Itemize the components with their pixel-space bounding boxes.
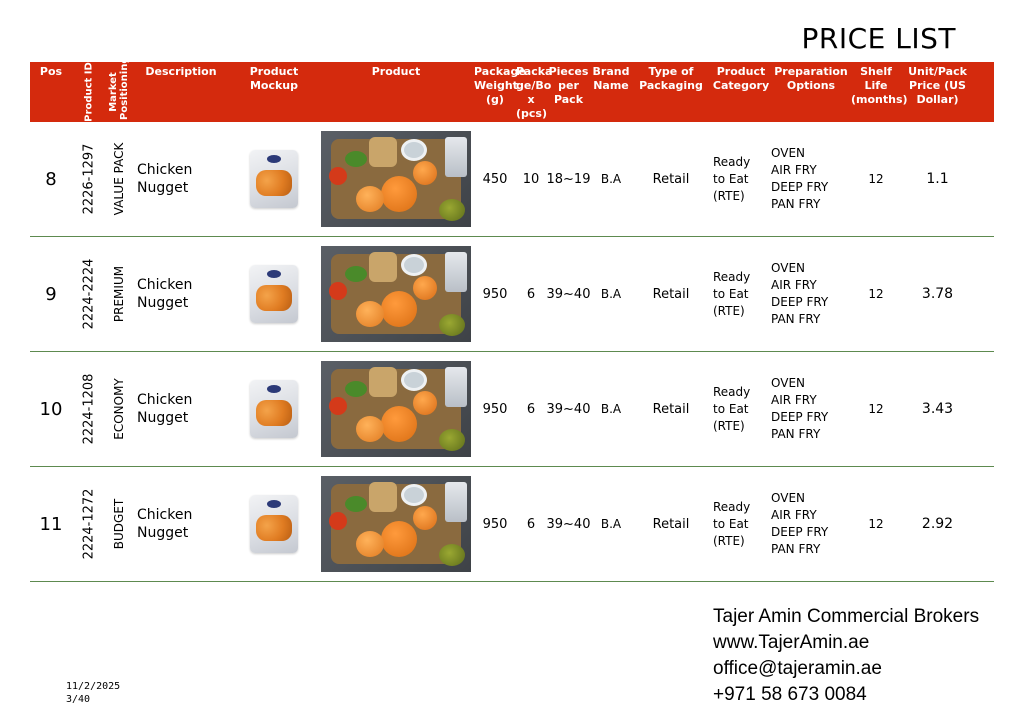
header-preparation: Preparation Options <box>774 65 848 92</box>
description: Chicken Nugget <box>137 162 193 196</box>
website-link[interactable]: www.TajerAmin.ae <box>713 632 870 653</box>
pos-number: 8 <box>45 168 57 190</box>
table-row <box>30 352 994 467</box>
shelf-life: 12 <box>868 287 884 301</box>
table-row <box>30 122 994 237</box>
packaging-type: Retail <box>652 516 690 532</box>
header-brand: Brand Name <box>592 65 630 92</box>
shelf-life: 12 <box>868 402 884 416</box>
product-id: 2224-2224 <box>81 258 96 330</box>
description: Chicken Nugget <box>137 392 193 426</box>
header-pos: Pos <box>39 65 63 78</box>
company-name: Tajer Amin Commercial Brokers <box>713 606 980 627</box>
package-weight: 450 <box>482 171 508 187</box>
pack-per-box: 6 <box>526 516 536 532</box>
header-packaging: Type of Packaging <box>639 65 703 92</box>
packaging-type: Retail <box>652 286 690 302</box>
header-market-positioning: Market Positioning <box>107 56 130 120</box>
market-positioning: PREMIUM <box>111 265 126 323</box>
shelf-life: 12 <box>868 172 884 186</box>
preparation-options: OVEN AIR FRY DEEP FRY PAN FRY <box>771 261 829 326</box>
market-positioning: VALUE PACK <box>111 142 126 216</box>
pieces-per-pack: 39~40 <box>546 286 591 302</box>
product-photo <box>321 476 471 572</box>
product-id: 2224-1272 <box>81 488 96 560</box>
table-row <box>30 467 994 582</box>
email-link[interactable]: office@tajeramin.ae <box>713 658 882 679</box>
product-mockup-image <box>250 495 298 553</box>
description: Chicken Nugget <box>137 507 193 541</box>
product-category: Ready to Eat (RTE) <box>713 269 751 318</box>
page-number: 3/40 <box>66 694 91 705</box>
header-price: Unit/Pack Price (US Dollar) <box>908 65 967 106</box>
pieces-per-pack: 39~40 <box>546 516 591 532</box>
pieces-per-pack: 39~40 <box>546 401 591 417</box>
packaging-type: Retail <box>652 401 690 417</box>
pos-number: 9 <box>45 283 57 305</box>
description: Chicken Nugget <box>137 277 193 311</box>
product-mockup-image <box>250 380 298 438</box>
shelf-life: 12 <box>868 517 884 531</box>
product-category: Ready to Eat (RTE) <box>713 499 751 548</box>
header-pack-box: Packa ge/Bo x (pcs) <box>516 65 553 120</box>
market-positioning: ECONOMY <box>111 378 126 440</box>
brand-name: B.A <box>600 172 622 186</box>
product-id: 2226-1297 <box>81 143 96 215</box>
header-weight: Package Weight (g) <box>474 65 526 106</box>
phone-number: +971 58 673 0084 <box>713 684 867 705</box>
header-product-id: Product ID <box>83 62 94 122</box>
product-mockup-image <box>250 265 298 323</box>
pos-number: 11 <box>39 513 63 535</box>
unit-price: 2.92 <box>921 516 954 532</box>
market-positioning: BUDGET <box>111 498 126 550</box>
header-mockup: Product Mockup <box>249 65 299 92</box>
header-category: Product Category <box>712 65 770 92</box>
footer-date-page <box>66 680 120 706</box>
preparation-options: OVEN AIR FRY DEEP FRY PAN FRY <box>771 376 829 441</box>
product-id: 2224-1208 <box>81 373 96 445</box>
pack-per-box: 6 <box>526 401 536 417</box>
header-pieces: Pieces per Pack <box>548 65 589 106</box>
pos-number: 10 <box>39 398 63 420</box>
pack-per-box: 10 <box>522 171 540 187</box>
brand-name: B.A <box>600 517 622 531</box>
pack-per-box: 6 <box>526 286 536 302</box>
product-photo <box>321 131 471 227</box>
package-weight: 950 <box>482 286 508 302</box>
product-photo <box>321 361 471 457</box>
header-product: Product <box>371 65 421 78</box>
table-row <box>30 237 994 352</box>
page-title: PRICE LIST <box>801 22 956 55</box>
product-category: Ready to Eat (RTE) <box>713 154 751 203</box>
brand-name: B.A <box>600 287 622 301</box>
header-shelf-life: Shelf Life (months) <box>851 65 908 106</box>
pieces-per-pack: 18~19 <box>546 171 591 187</box>
header-description: Description <box>145 65 217 78</box>
unit-price: 3.78 <box>921 286 954 302</box>
package-weight: 950 <box>482 401 508 417</box>
contact-block <box>713 604 979 708</box>
product-category: Ready to Eat (RTE) <box>713 384 751 433</box>
table-header <box>30 56 994 122</box>
packaging-type: Retail <box>652 171 690 187</box>
unit-price: 1.1 <box>926 171 949 187</box>
product-mockup-image <box>250 150 298 208</box>
package-weight: 950 <box>482 516 508 532</box>
product-photo <box>321 246 471 342</box>
preparation-options: OVEN AIR FRY DEEP FRY PAN FRY <box>771 491 829 556</box>
footer-date: 11/2/2025 <box>66 681 121 692</box>
price-table <box>30 56 994 582</box>
brand-name: B.A <box>600 402 622 416</box>
preparation-options: OVEN AIR FRY DEEP FRY PAN FRY <box>771 146 829 211</box>
unit-price: 3.43 <box>921 401 954 417</box>
